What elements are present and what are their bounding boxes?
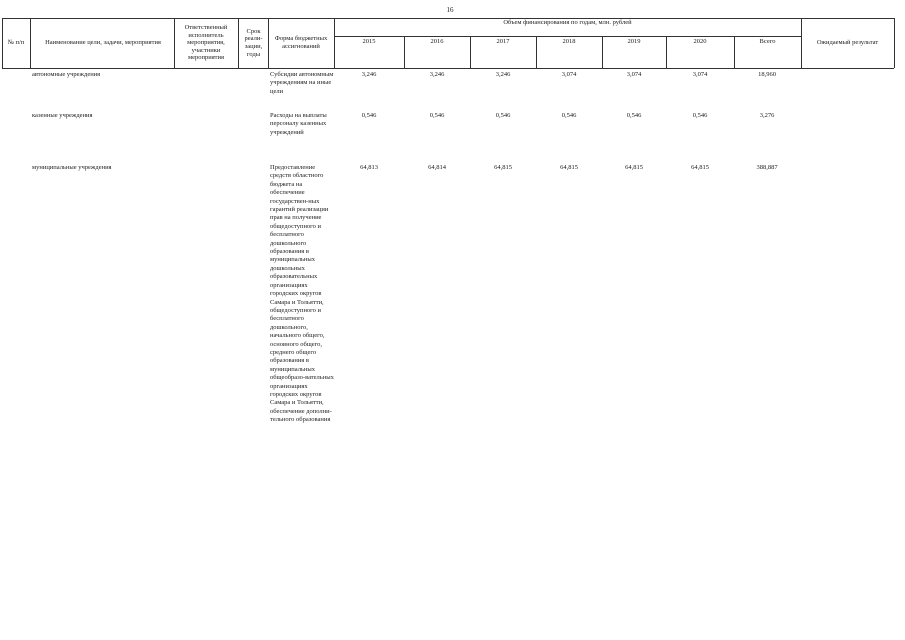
row-2-value-2017: 0,546: [495, 112, 511, 119]
row-1-value-total: 18,960: [758, 71, 776, 78]
row-2-name: казенные учреждения: [32, 112, 93, 119]
row-3-value-2018: 64,815: [560, 164, 578, 171]
page-number: 16: [446, 6, 454, 14]
row-3-value-2016: 64,814: [428, 164, 446, 171]
header-year-2020: 2020: [693, 38, 707, 46]
header-col-form: Форма бюджетных ассигнований: [274, 35, 328, 50]
row-2-value-2018: 0,546: [561, 112, 577, 119]
row-3-value-2019: 64,815: [625, 164, 643, 171]
row-3-name: муниципальные учреждения: [32, 164, 112, 171]
header-col-term: Срок реали-зации, годы: [244, 27, 263, 58]
header-col-num: № п/п: [7, 39, 25, 47]
row-3-value-2020: 64,815: [691, 164, 709, 171]
header-col-funding: Объем финансирования по годам, млн. рублей: [503, 19, 632, 27]
row-3-value-2015: 64,813: [360, 164, 378, 171]
row-1-value-2016: 3,246: [429, 71, 445, 78]
row-3-form: Предоставление средств областного бюджета на обеспечение государствен-ных гарантий реализации прав на получение общедоступного и бесплатного дошкольного образования в муниципальных дошкольных образовательных организациях городских округов Самара и Тольятти, общедоступного и бесплатного дошкольного, начального общего, основного общего, среднего общего образования в муниципальных общеобразо-вательных организациях городских округов Самара и Тольятти, обеспечение дополни-тельного образования: [270, 164, 334, 424]
row-1-value-2019: 3,074: [626, 71, 642, 78]
header-col-name: Наименование цели, задачи, мероприятия: [45, 39, 161, 47]
table-header: [0, 0, 905, 70]
header-year-2016: 2016: [430, 38, 444, 46]
row-2-value-2016: 0,546: [429, 112, 445, 119]
row-1-value-2015: 3,246: [361, 71, 377, 78]
row-3-value-2017: 64,815: [494, 164, 512, 171]
header-year-2019: 2019: [627, 38, 641, 46]
row-1-value-2020: 3,074: [692, 71, 708, 78]
row-1-form: Субсидии автономным учреждениям на иные цели: [270, 71, 334, 95]
row-2-value-total: 3,276: [759, 112, 775, 119]
row-2-value-2015: 0,546: [361, 112, 377, 119]
header-year-2018: 2018: [562, 38, 576, 46]
row-2-value-2020: 0,546: [692, 112, 708, 119]
header-year-2015: 2015: [362, 38, 376, 46]
row-1-value-2017: 3,246: [495, 71, 511, 78]
row-1-value-2018: 3,074: [561, 71, 577, 78]
header-year-2017: 2017: [496, 38, 510, 46]
header-col-responsible: Ответственный исполнитель мероприятия, участники мероприятия: [184, 24, 228, 62]
row-3-value-total: 388,887: [756, 164, 778, 171]
row-2-value-2019: 0,546: [626, 112, 642, 119]
row-1-name: автономные учреждения: [32, 71, 101, 78]
row-2-form: Расходы на выплаты персоналу казенных учреждений: [270, 112, 327, 136]
header-year-total: Всего: [759, 38, 776, 46]
header-col-result: Ожидаемый результат: [816, 39, 879, 47]
